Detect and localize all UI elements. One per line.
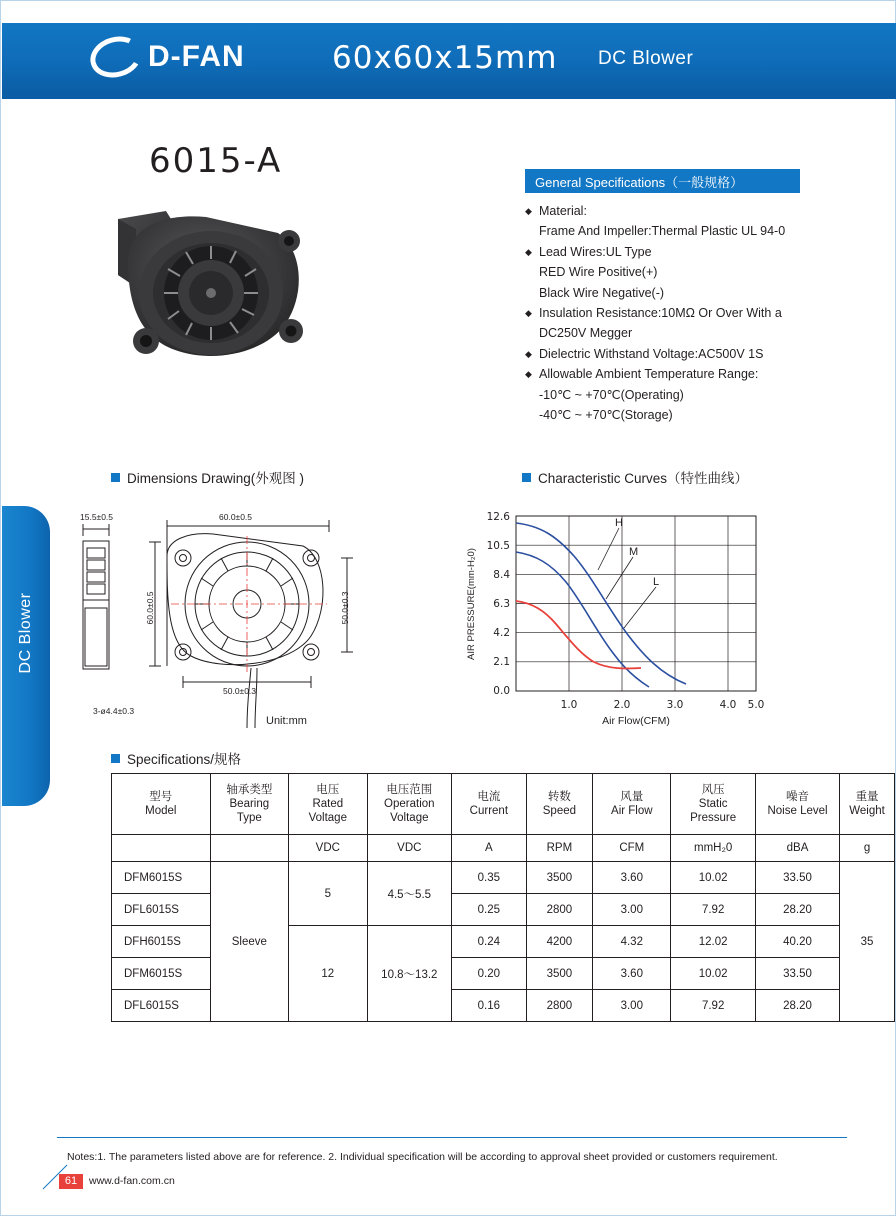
product-type: DC Blower	[598, 48, 694, 69]
unit-cell: VDC	[367, 835, 452, 862]
cell-current: 0.24	[452, 926, 527, 958]
th-current: 电流 Current	[452, 774, 527, 835]
cell-model: DFM6015S	[112, 958, 211, 990]
brand-logo	[90, 37, 245, 77]
section-label: Characteristic Curves（特性曲线）	[538, 471, 749, 486]
dim-hole-v-label: 50.0±0.3	[340, 591, 350, 625]
section-heading-dimensions	[111, 467, 304, 487]
section-label: Dimensions Drawing(外观图 )	[127, 471, 305, 486]
spec-line: ◆ Lead Wires:UL Type	[525, 242, 855, 262]
dim-height-label: 60.0±0.5	[145, 591, 155, 625]
x-axis-label: Air Flow(CFM)	[602, 715, 670, 727]
th-speed: 转数 Speed	[526, 774, 593, 835]
spec-line: Frame And Impeller:Thermal Plastic UL 94-0	[539, 224, 786, 239]
cell-current: 0.20	[452, 958, 527, 990]
y-tick: 8.4	[493, 569, 510, 581]
ellipse-icon	[85, 31, 146, 84]
product-size: 60x60x15mm	[332, 40, 558, 76]
side-tab-label: DC Blower	[17, 592, 34, 674]
y-tick: 10.5	[486, 540, 510, 552]
cell-model: DFM6015S	[112, 862, 211, 894]
dimensions-drawing	[71, 496, 431, 736]
general-specifications-list	[525, 201, 855, 425]
cell-weight: 35	[840, 862, 895, 1022]
table-row	[112, 862, 895, 894]
page-title: 6015-A	[149, 141, 283, 181]
th-pressure: 风压 Static Pressure	[671, 774, 755, 835]
th-operation-voltage: 电压范围 Operation Voltage	[367, 774, 452, 835]
cell-model: DFL6015S	[112, 990, 211, 1022]
spec-line: -10℃ ~ +70℃(Operating)	[539, 387, 684, 402]
page-number: 61	[59, 1174, 83, 1189]
y-tick: 2.1	[493, 656, 510, 668]
th-noise: 噪音 Noise Level	[755, 774, 839, 835]
cell-operation-voltage: 4.5～5.5	[367, 862, 452, 926]
cell-airflow: 3.00	[593, 990, 671, 1022]
cell-rated-voltage: 12	[289, 926, 367, 1022]
cell-noise: 28.20	[755, 894, 839, 926]
section-label: Specifications/规格	[127, 752, 242, 767]
cell-noise: 40.20	[755, 926, 839, 958]
y-tick: 12.6	[486, 511, 510, 523]
specifications-table	[111, 773, 895, 1022]
spec-line: ◆ Allowable Ambient Temperature Range:	[525, 364, 855, 384]
x-tick: 5.0	[747, 699, 765, 711]
unit-cell: RPM	[526, 835, 593, 862]
dim-depth-label: 15.5±0.5	[80, 512, 114, 522]
th-rated-voltage: 电压 Rated Voltage	[289, 774, 367, 835]
spec-line: -40℃ ~ +70℃(Storage)	[539, 408, 673, 423]
cell-noise: 28.20	[755, 990, 839, 1022]
spec-line: RED Wire Positive(+)	[539, 265, 658, 280]
page-header	[2, 23, 896, 93]
footer-url: www.d-fan.com.cn	[89, 1175, 175, 1187]
unit-cell: dBA	[755, 835, 839, 862]
y-axis-label: AIR PRESSURE(mm-H₂0)	[466, 548, 477, 660]
cell-speed: 3500	[526, 862, 593, 894]
unit-cell: mmH₂0	[671, 835, 755, 862]
general-specifications-title: General Specifications（一般规格）	[525, 169, 800, 193]
unit-cell: CFM	[593, 835, 671, 862]
cell-airflow: 3.60	[593, 862, 671, 894]
y-tick: 0.0	[493, 685, 510, 697]
spec-line: Black Wire Negative(-)	[539, 285, 665, 300]
cell-speed: 2800	[526, 990, 593, 1022]
side-tab-dc-blower	[2, 506, 50, 806]
cell-pressure: 10.02	[671, 862, 755, 894]
curve-label-m: M	[629, 546, 639, 558]
unit-cell	[210, 835, 288, 862]
dim-hole-h-label: 50.0±0.3	[223, 686, 257, 696]
cell-airflow: 3.00	[593, 894, 671, 926]
dim-width-label: 60.0±0.5	[219, 512, 253, 522]
unit-cell: VDC	[289, 835, 367, 862]
th-model: 型号 Model	[112, 774, 211, 835]
x-tick: 2.0	[613, 699, 631, 711]
cell-pressure: 7.92	[671, 990, 755, 1022]
footer-divider	[57, 1137, 847, 1138]
brand-name: D-FAN	[148, 40, 245, 73]
cell-current: 0.35	[452, 862, 527, 894]
unit-cell	[112, 835, 211, 862]
cell-speed: 2800	[526, 894, 593, 926]
cell-noise: 33.50	[755, 862, 839, 894]
x-tick: 1.0	[560, 699, 578, 711]
footer-notes: Notes:1. The parameters listed above are for reference. 2. Individual specification will be according to approval sheet provided or customers requirement.	[67, 1151, 778, 1163]
hole-note-label: 3-ø4.4±0.3	[93, 706, 135, 716]
product-photo	[106, 201, 321, 381]
y-tick: 4.2	[493, 627, 510, 639]
cell-current: 0.25	[452, 894, 527, 926]
cell-operation-voltage: 10.8～13.2	[367, 926, 452, 1022]
cell-airflow: 4.32	[593, 926, 671, 958]
characteristic-curves-chart	[456, 496, 796, 741]
th-weight: 重量 Weight	[840, 774, 895, 835]
x-tick: 4.0	[719, 699, 737, 711]
square-bullet-icon	[111, 754, 120, 763]
spec-line: DC250V Megger	[539, 326, 633, 341]
cell-speed: 3500	[526, 958, 593, 990]
section-heading-specifications	[111, 748, 241, 768]
cell-model: DFL6015S	[112, 894, 211, 926]
cell-rated-voltage: 5	[289, 862, 367, 926]
square-bullet-icon	[111, 473, 120, 482]
cell-model: DFH6015S	[112, 926, 211, 958]
spec-line: ◆ Insulation Resistance:10MΩ Or Over With a	[525, 303, 855, 323]
curve-label-h: H	[615, 517, 623, 529]
table-header-row	[112, 774, 895, 835]
cell-pressure: 12.02	[671, 926, 755, 958]
spec-line: ◆ Dielectric Withstand Voltage:AC500V 1S	[525, 344, 855, 364]
cell-speed: 4200	[526, 926, 593, 958]
y-tick: 6.3	[493, 598, 510, 610]
cell-noise: 33.50	[755, 958, 839, 990]
cell-bearing: Sleeve	[210, 862, 288, 1022]
th-bearing: 轴承类型 Bearing Type	[210, 774, 288, 835]
unit-label: Unit:mm	[266, 715, 307, 727]
unit-cell: g	[840, 835, 895, 862]
x-tick: 3.0	[666, 699, 684, 711]
section-heading-curves	[522, 467, 748, 487]
table-unit-row	[112, 835, 895, 862]
unit-cell: A	[452, 835, 527, 862]
square-bullet-icon	[522, 473, 531, 482]
cell-current: 0.16	[452, 990, 527, 1022]
cell-pressure: 7.92	[671, 894, 755, 926]
spec-line: ◆ Material:	[525, 201, 855, 221]
curve-label-l: L	[653, 576, 660, 588]
th-airflow: 风量 Air Flow	[593, 774, 671, 835]
cell-airflow: 3.60	[593, 958, 671, 990]
cell-pressure: 10.02	[671, 958, 755, 990]
